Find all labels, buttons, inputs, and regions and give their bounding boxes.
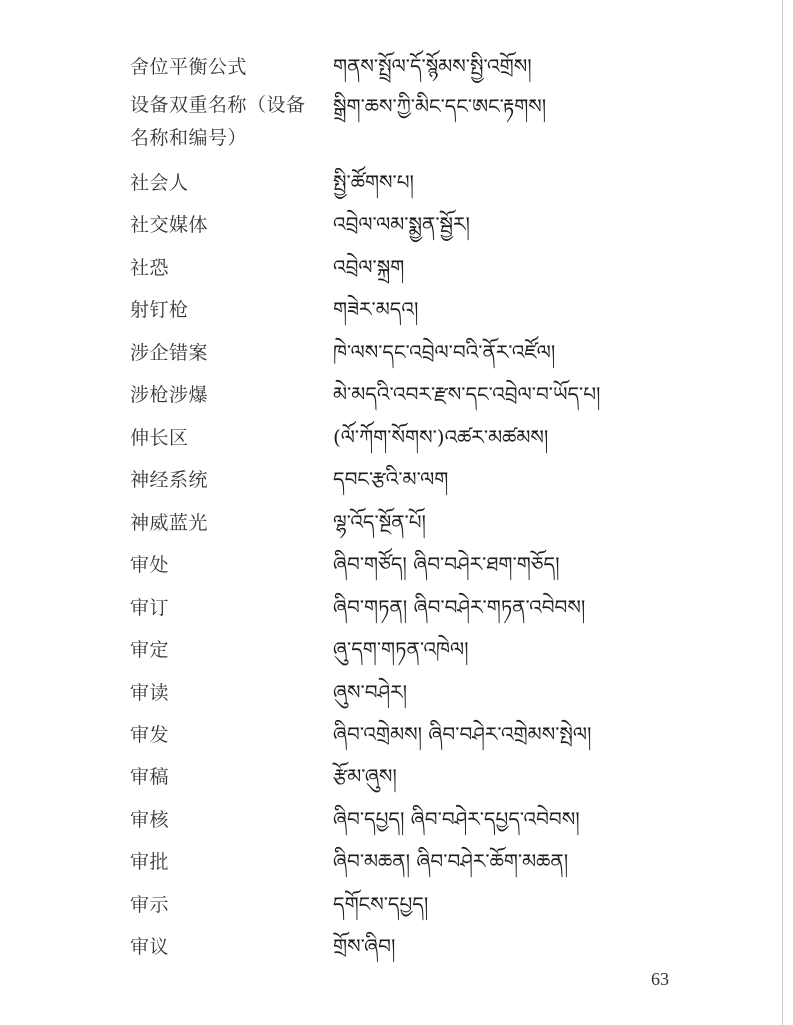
tibetan-translation: གཟེར་མདའ། <box>333 297 419 321</box>
chinese-term: 射钉枪 <box>130 299 189 321</box>
chinese-term: 审订 <box>130 597 170 619</box>
chinese-term: 审发 <box>130 724 170 746</box>
tibetan-translation: སྤྱི་ཚོགས་པ། <box>333 170 414 194</box>
chinese-term: 审批 <box>130 851 170 873</box>
tibetan-translation: གནས་སྤྲོལ་དོ་སྙོམས་སྤྱི་འགྲོས། <box>333 54 532 78</box>
chinese-term: 审稿 <box>130 766 170 788</box>
tibetan-translation: འབྲེལ་སྐྲག <box>333 255 405 279</box>
chinese-term: 审示 <box>130 894 170 916</box>
chinese-term: 审议 <box>130 936 170 958</box>
chinese-term: 社恐 <box>130 257 170 279</box>
tibetan-translation: དགོངས་དཔྱད། <box>333 892 429 916</box>
tibetan-translation: དབང་རྩའི་མ་ལག <box>333 467 449 491</box>
tibetan-translation: སྒྲིག་ཆས་ཀྱི་མིང་དང་ཨང་རྟགས། <box>333 94 547 118</box>
chinese-term: 社交媒体 <box>130 214 209 236</box>
tibetan-translation: ལྷ་འོད་སྔོན་པོ། <box>333 510 426 534</box>
page-edge-rule <box>782 0 783 1025</box>
chinese-term: 审读 <box>130 682 170 704</box>
tibetan-translation: ཞིབ་མཆན། ཞིབ་བཤེར་ཆོག་མཆན། <box>333 849 569 873</box>
page-number: 63 <box>651 969 669 989</box>
tibetan-translation: གྲོས་ཞིབ། <box>333 934 396 958</box>
chinese-term: 舍位平衡公式 <box>130 56 248 78</box>
tibetan-translation: ཞིབ་གཙོད། ཞིབ་བཤེར་ཐག་གཅོད། <box>333 552 560 576</box>
tibetan-translation: ཁེ་ལས་དང་འབྲེལ་བའི་ནོར་འཛོལ། <box>333 340 556 364</box>
chinese-term: 设备双重名称（设备名称和编号） <box>130 94 306 149</box>
chinese-term: 神威蓝光 <box>130 512 209 534</box>
chinese-term: 审核 <box>130 809 170 831</box>
chinese-term: 审处 <box>130 554 170 576</box>
chinese-term: 伸长区 <box>130 427 189 449</box>
tibetan-translation: རྩོམ་ཞུས། <box>333 764 397 788</box>
chinese-term: 神经系统 <box>130 469 209 491</box>
chinese-term: 涉枪涉爆 <box>130 384 209 406</box>
tibetan-translation: (ལོ་ཀོག་སོགས་)འཚར་མཚམས། <box>333 425 549 449</box>
tibetan-translation: ཞུ་དག་གཏན་འཁེལ། <box>333 637 469 661</box>
chinese-term: 审定 <box>130 639 170 661</box>
tibetan-translation: ཞིབ་གཏན། ཞིབ་བཤེར་གཏན་འབེབས། <box>333 595 586 619</box>
tibetan-translation: མེ་མདའི་འབར་རྫས་དང་འབྲེལ་བ་ཡོད་པ། <box>333 382 601 406</box>
chinese-term: 涉企错案 <box>130 342 209 364</box>
tibetan-translation: ཞིབ་དཔྱད། ཞིབ་བཤེར་དཔྱད་འབེབས། <box>333 807 580 831</box>
chinese-term: 社会人 <box>130 172 189 194</box>
tibetan-translation: ཞིབ་འགྲེམས། ཞིབ་བཤེར་འགྲེམས་སྤེལ། <box>333 722 592 746</box>
tibetan-translation: འབྲེལ་ལམ་སྨྱན་སྦྱོར། <box>333 212 470 236</box>
tibetan-translation: ཞུས་བཤེར། <box>333 680 408 704</box>
